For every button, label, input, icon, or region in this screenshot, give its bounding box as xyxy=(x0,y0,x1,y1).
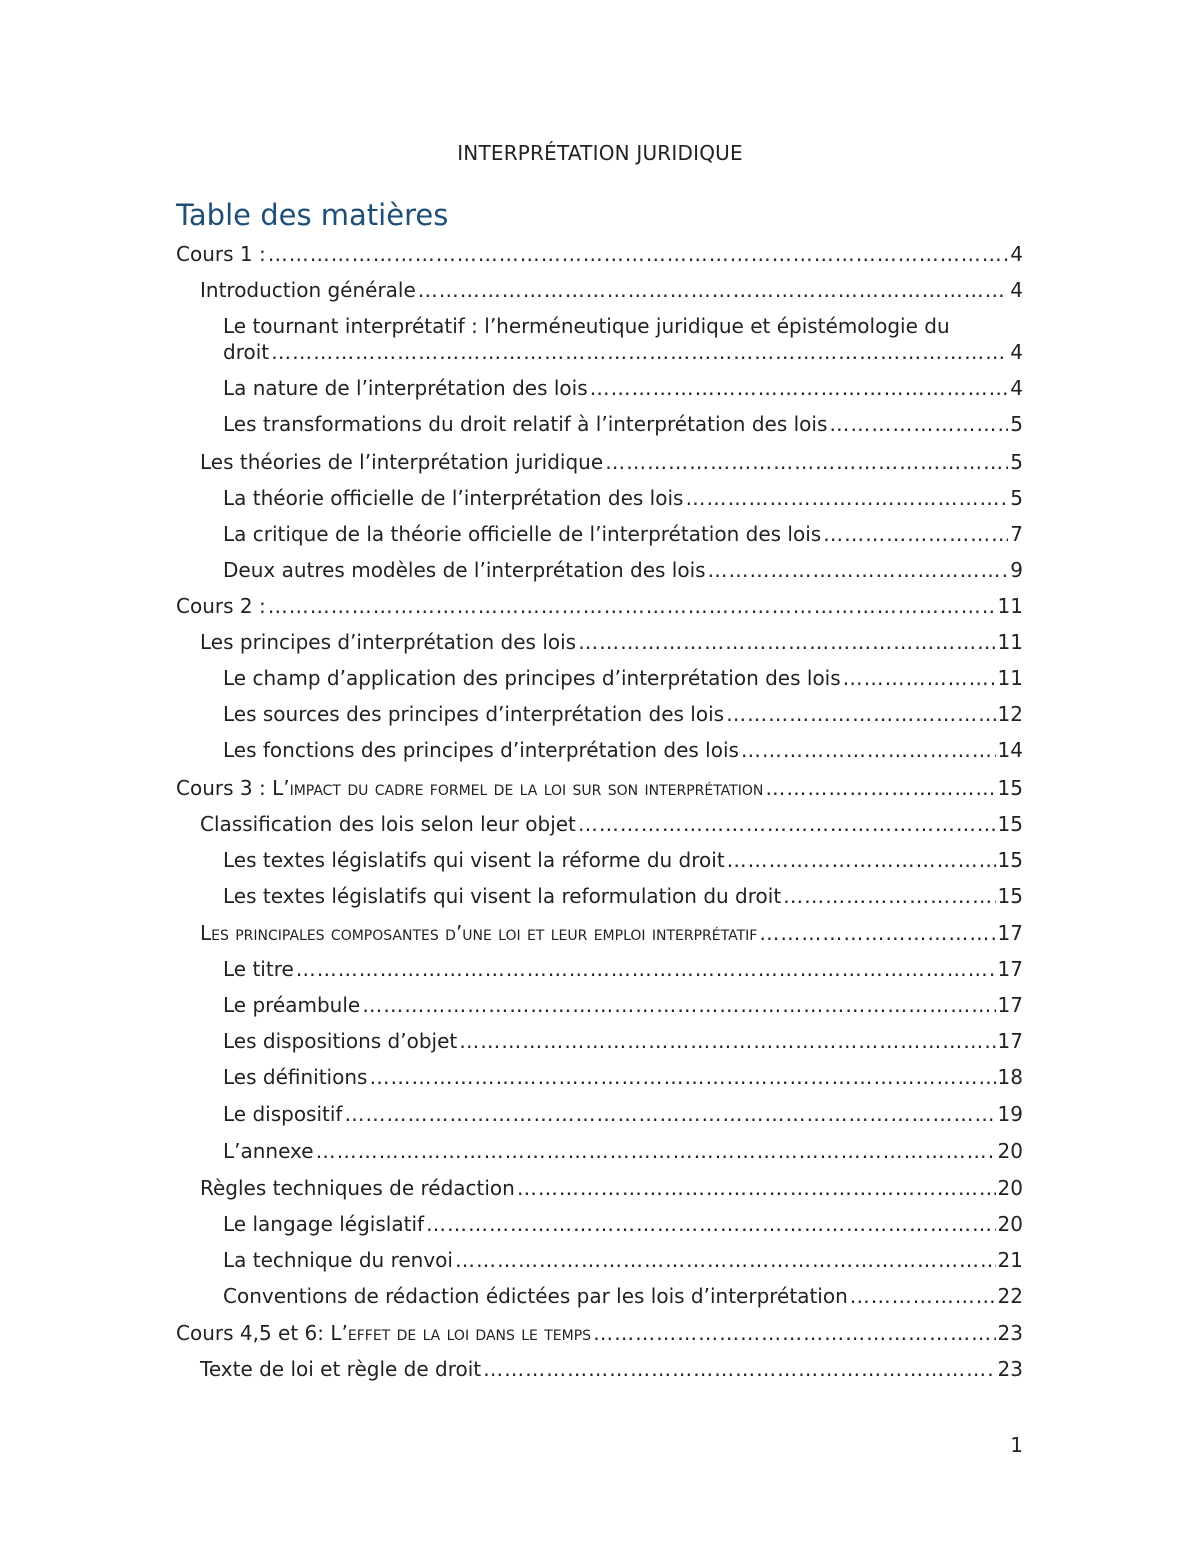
toc-entry-label xyxy=(223,557,706,583)
toc-dot-leader xyxy=(605,449,1008,475)
toc-entry-label xyxy=(223,737,739,763)
toc-entry-text: Cours 1 : xyxy=(176,242,266,266)
toc-entry-page-number: 20 xyxy=(997,1212,1023,1236)
toc-entry-page-number: 22 xyxy=(997,1284,1023,1308)
toc-entry-label xyxy=(200,629,576,655)
toc-entry-page-number: 5 xyxy=(1010,412,1023,436)
toc-dot-leader xyxy=(578,629,995,655)
toc-dot-leader xyxy=(268,593,996,619)
toc-entry-text: Les principes d’interprétation des lois xyxy=(200,630,577,654)
toc-entry-text: Les fonctions des principes d’interprétation des lois xyxy=(223,738,739,762)
toc-entry-label xyxy=(200,811,576,837)
toc-entry-text: Cours 3 : xyxy=(176,776,273,800)
toc-entry[interactable] xyxy=(223,1247,1023,1273)
toc-entry-page-number: 4 xyxy=(1010,278,1023,302)
toc-entry-page-number: 5 xyxy=(1010,450,1023,474)
toc-dot-leader xyxy=(765,775,995,801)
toc-heading: Table des matières xyxy=(176,198,449,232)
toc-entry-page-number: 4 xyxy=(1010,242,1023,266)
toc-entry[interactable] xyxy=(223,1101,1023,1127)
toc-entry-smallcaps-text: Les principales composantes d’une loi et leur emploi interprétatif xyxy=(200,921,758,945)
toc-entry-text: Classification des lois selon leur objet xyxy=(200,812,576,836)
toc-entry[interactable] xyxy=(223,1028,1023,1054)
toc-entry-page-number: 20 xyxy=(997,1139,1023,1163)
toc-entry-text: L’annexe xyxy=(223,1139,314,1163)
toc-entry-second-line xyxy=(223,339,1023,365)
toc-entry-text: La critique de la théorie officielle de l’interprétation des lois xyxy=(223,522,822,546)
toc-entry-page-number: 5 xyxy=(1010,486,1023,510)
toc-entry-text: Les sources des principes d’interprétation des lois xyxy=(223,702,725,726)
toc-entry-label xyxy=(223,1064,367,1090)
toc-entry-page-number: 15 xyxy=(997,812,1023,836)
toc-entry-label xyxy=(176,593,266,619)
toc-entry[interactable] xyxy=(200,920,1023,946)
toc-entry-page-number: 15 xyxy=(997,884,1023,908)
document-title: INTERPRÉTATION JURIDIQUE xyxy=(457,141,743,165)
toc-dot-leader xyxy=(418,277,1008,303)
toc-dot-leader xyxy=(708,557,1009,583)
toc-entry-page-number: 11 xyxy=(997,630,1023,654)
toc-entry[interactable] xyxy=(223,883,1023,909)
toc-dot-leader xyxy=(727,847,996,873)
toc-entry-label xyxy=(200,1175,515,1201)
toc-entry[interactable] xyxy=(223,701,1023,727)
toc-entry-text: Les textes législatifs qui visent la reformulation du droit xyxy=(223,884,782,908)
toc-entry-label xyxy=(223,956,294,982)
toc-entry-page-number: 11 xyxy=(997,666,1023,690)
toc-dot-leader xyxy=(455,1247,996,1273)
toc-entry-page-number: 17 xyxy=(997,921,1023,945)
toc-dot-leader xyxy=(517,1175,996,1201)
toc-entry-label xyxy=(223,665,841,691)
toc-entry-text: Deux autres modèles de l’interprétation des lois xyxy=(223,558,706,582)
toc-entry-text: Règles techniques de rédaction xyxy=(200,1176,515,1200)
toc-dot-leader xyxy=(843,665,996,691)
toc-entry-page-number: 15 xyxy=(997,776,1023,800)
toc-entry[interactable] xyxy=(200,277,1023,303)
toc-entry-text: Introduction générale xyxy=(200,278,416,302)
toc-entry-label xyxy=(223,375,588,401)
toc-entry-page-number: 11 xyxy=(997,594,1023,618)
toc-dot-leader xyxy=(362,992,995,1018)
toc-entry-text: Conventions de rédaction édictées par les lois d’interprétation xyxy=(223,1284,848,1308)
toc-entry[interactable] xyxy=(223,521,1023,547)
toc-dot-leader xyxy=(593,1320,995,1346)
toc-entry[interactable] xyxy=(200,1356,1023,1382)
toc-dot-leader xyxy=(759,920,995,946)
toc-entry[interactable] xyxy=(223,737,1023,763)
toc-entry-page-number: 17 xyxy=(997,1029,1023,1053)
toc-entry-text: droit xyxy=(223,340,270,364)
toc-entry[interactable] xyxy=(176,1320,1023,1346)
toc-entry-page-number: 14 xyxy=(997,738,1023,762)
toc-entry-text: Les théories de l’interprétation juridique xyxy=(200,450,604,474)
toc-entry-text: La théorie officielle de l’interprétation des lois xyxy=(223,486,684,510)
toc-dot-leader xyxy=(590,375,1009,401)
toc-entry-label xyxy=(223,701,724,727)
toc-entry-text: Les dispositions d’objet xyxy=(223,1029,458,1053)
toc-entry[interactable] xyxy=(223,485,1023,511)
toc-entry[interactable] xyxy=(223,313,1023,365)
toc-entry[interactable] xyxy=(223,992,1023,1018)
toc-entry-label xyxy=(223,339,269,365)
toc-dot-leader xyxy=(685,485,1008,511)
toc-entry-text: Les transformations du droit relatif à l’interprétation des lois xyxy=(223,412,828,436)
toc-dot-leader xyxy=(783,883,995,909)
toc-dot-leader xyxy=(741,737,996,763)
toc-entry-text: Texte de loi et règle de droit xyxy=(200,1357,482,1381)
toc-entry-smallcaps-text: L’effet de la loi dans le temps xyxy=(330,1321,592,1345)
toc-entry-label xyxy=(200,920,757,946)
toc-entry-label xyxy=(223,1283,848,1309)
toc-dot-leader xyxy=(296,956,996,982)
toc-entry-label xyxy=(176,775,763,801)
toc-dot-leader xyxy=(726,701,995,727)
toc-entry-label xyxy=(223,411,827,437)
toc-entry-label xyxy=(176,241,266,267)
toc-entry-label xyxy=(223,1101,342,1127)
toc-entry[interactable] xyxy=(176,775,1023,801)
toc-entry-label xyxy=(223,992,360,1018)
toc-dot-leader xyxy=(850,1283,996,1309)
toc-entry-page-number: 21 xyxy=(997,1248,1023,1272)
toc-entry-text: Cours 2 : xyxy=(176,594,266,618)
toc-entry-page-number: 18 xyxy=(997,1065,1023,1089)
toc-entry-page-number: 15 xyxy=(997,848,1023,872)
toc-entry[interactable] xyxy=(176,593,1023,619)
toc-entry-text: Les textes législatifs qui visent la réforme du droit xyxy=(223,848,725,872)
toc-entry-page-number: 23 xyxy=(997,1357,1023,1381)
toc-entry-label xyxy=(223,1138,314,1164)
toc-entry-text: La nature de l’interprétation des lois xyxy=(223,376,588,400)
toc-entry-page-number: 4 xyxy=(1010,340,1023,364)
toc-entry-label xyxy=(200,1356,481,1382)
toc-entry-first-line: Le tournant interprétatif : l’herméneutique juridique et épistémologie du xyxy=(223,314,950,338)
toc-entry-label xyxy=(223,883,781,909)
toc-entry-page-number: 12 xyxy=(997,702,1023,726)
toc-entry-label xyxy=(223,521,821,547)
toc-entry[interactable] xyxy=(223,1064,1023,1090)
toc-entry[interactable] xyxy=(176,241,1023,267)
toc-entry[interactable] xyxy=(223,956,1023,982)
toc-dot-leader xyxy=(268,241,1009,267)
toc-dot-leader xyxy=(829,411,1008,437)
toc-entry[interactable] xyxy=(223,557,1023,583)
toc-entry[interactable] xyxy=(223,1138,1023,1164)
toc-entry-label xyxy=(176,1320,591,1346)
toc-entry-label xyxy=(223,1028,457,1054)
toc-entry[interactable] xyxy=(223,411,1023,437)
toc-entry-page-number: 9 xyxy=(1010,558,1023,582)
toc-entry[interactable] xyxy=(200,1175,1023,1201)
toc-entry[interactable] xyxy=(223,847,1023,873)
toc-entry-smallcaps-text: L’impact du cadre formel de la loi sur son interprétation xyxy=(272,776,764,800)
toc-entry-page-number: 17 xyxy=(997,957,1023,981)
toc-entry-label xyxy=(223,1211,424,1237)
toc-entry-label xyxy=(223,485,683,511)
toc-entry-label xyxy=(200,277,416,303)
toc-dot-leader xyxy=(344,1101,995,1127)
toc-entry-page-number: 19 xyxy=(997,1102,1023,1126)
toc-entry[interactable] xyxy=(223,665,1023,691)
toc-dot-leader xyxy=(369,1064,995,1090)
toc-dot-leader xyxy=(483,1356,995,1382)
toc-dot-leader xyxy=(316,1138,996,1164)
toc-entry-text: Le champ d’application des principes d’interprétation des lois xyxy=(223,666,841,690)
toc-entry-text: Le préambule xyxy=(223,993,361,1017)
toc-entry-text: Les définitions xyxy=(223,1065,368,1089)
toc-entry[interactable] xyxy=(223,375,1023,401)
toc-dot-leader xyxy=(426,1211,996,1237)
toc-entry-page-number: 20 xyxy=(997,1176,1023,1200)
toc-entry[interactable] xyxy=(200,449,1023,475)
toc-entry[interactable] xyxy=(223,1283,1023,1309)
toc-entry-page-number: 7 xyxy=(1010,522,1023,546)
toc-entry[interactable] xyxy=(200,629,1023,655)
toc-entry-page-number: 23 xyxy=(997,1321,1023,1345)
page-number: 1 xyxy=(1010,1433,1023,1457)
toc-entry-text: Le langage législatif xyxy=(223,1212,425,1236)
toc-entry-text: Le dispositif xyxy=(223,1102,343,1126)
toc-entry-text: Le titre xyxy=(223,957,294,981)
toc-dot-leader xyxy=(459,1028,995,1054)
toc-dot-leader xyxy=(823,521,1008,547)
toc-dot-leader xyxy=(271,339,1008,365)
toc-entry-label xyxy=(223,1247,453,1273)
toc-entry-page-number: 4 xyxy=(1010,376,1023,400)
toc-entry-label xyxy=(223,847,725,873)
toc-entry-label xyxy=(200,449,603,475)
toc-dot-leader xyxy=(578,811,996,837)
toc-entry[interactable] xyxy=(223,1211,1023,1237)
toc-entry-page-number: 17 xyxy=(997,993,1023,1017)
toc-entry[interactable] xyxy=(200,811,1023,837)
toc-entry-text: Cours 4,5 et 6: xyxy=(176,1321,331,1345)
table-of-contents xyxy=(176,231,1023,1382)
toc-entry-text: La technique du renvoi xyxy=(223,1248,453,1272)
